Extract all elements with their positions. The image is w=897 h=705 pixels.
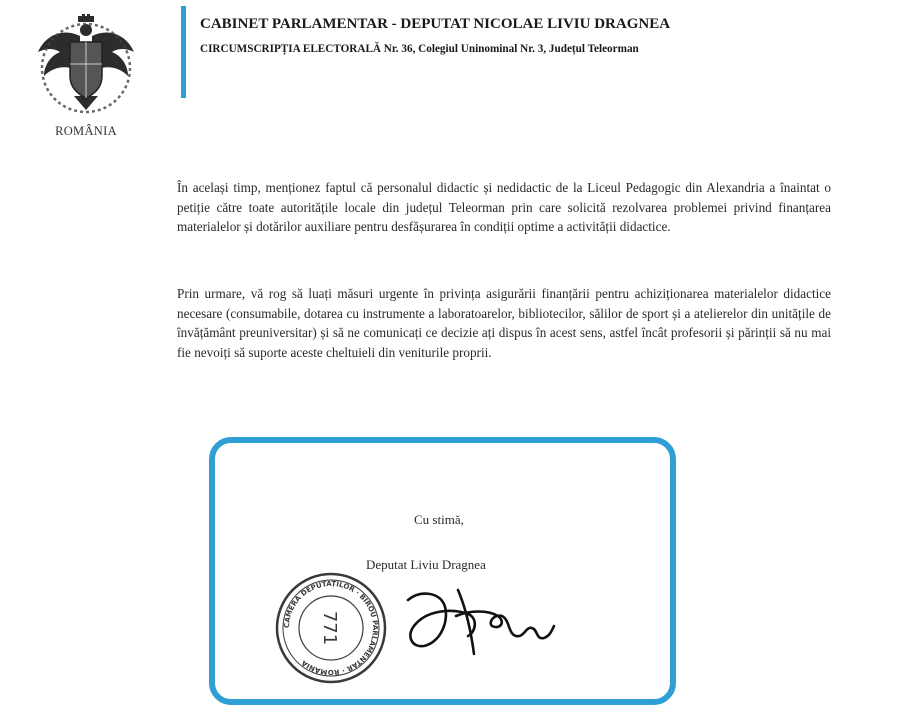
country-label: ROMÂNIA (55, 124, 117, 138)
coat-of-arms-icon (30, 14, 142, 114)
closing-salutation: Cu stimă, (414, 512, 464, 527)
signer-name: Deputat Liviu Dragnea (366, 557, 486, 572)
stamp-ring-text: CAMERA DEPUTAȚILOR · BIROU PARLAMENTAR · ROMÂNIA (282, 579, 380, 677)
letterhead-subtitle: CIRCUMSCRIPȚIA ELECTORALĂ Nr. 36, Colegiul Uninominal Nr. 3, Județul Teleorman (200, 43, 639, 55)
body-paragraph-1: În același timp, menționez faptul că personalul didactic și nedidactic de la Liceul Pedagogic din Alexandria a înaintat o petiție către toate autoritățile locale din județul Teleorman prin care solicită rezolvarea problemei privind finanțarea materialelor și dotărilor auxiliare pentru desfășurarea în condiții optime a activității didactice. (177, 180, 831, 234)
letterhead-title: CABINET PARLAMENTAR - DEPUTAT NICOLAE LIVIU DRAGNEA (200, 16, 671, 32)
official-stamp-icon (274, 571, 388, 685)
stamp-number: 771 (319, 610, 340, 646)
header-accent-bar (181, 6, 186, 98)
body-paragraph-2: Prin urmare, vă rog să luați măsuri urgente în privința asigurării finanțării pentru achiziționarea materialelor didactice necesare (consumabile, dotarea cu instrumente a laboratoarelor, bibliotecilor, sălilor de sport și a atelierelor din unitățile de învățământ preuniversitar) și să ne comunicați ce decizie ați dispus în acest sens, astfel încât profesorii și părinții să nu mai fie nevoiți să suporte aceste cheltuieli din veniturile proprii. (177, 286, 831, 360)
handwritten-signature-icon (398, 570, 558, 665)
